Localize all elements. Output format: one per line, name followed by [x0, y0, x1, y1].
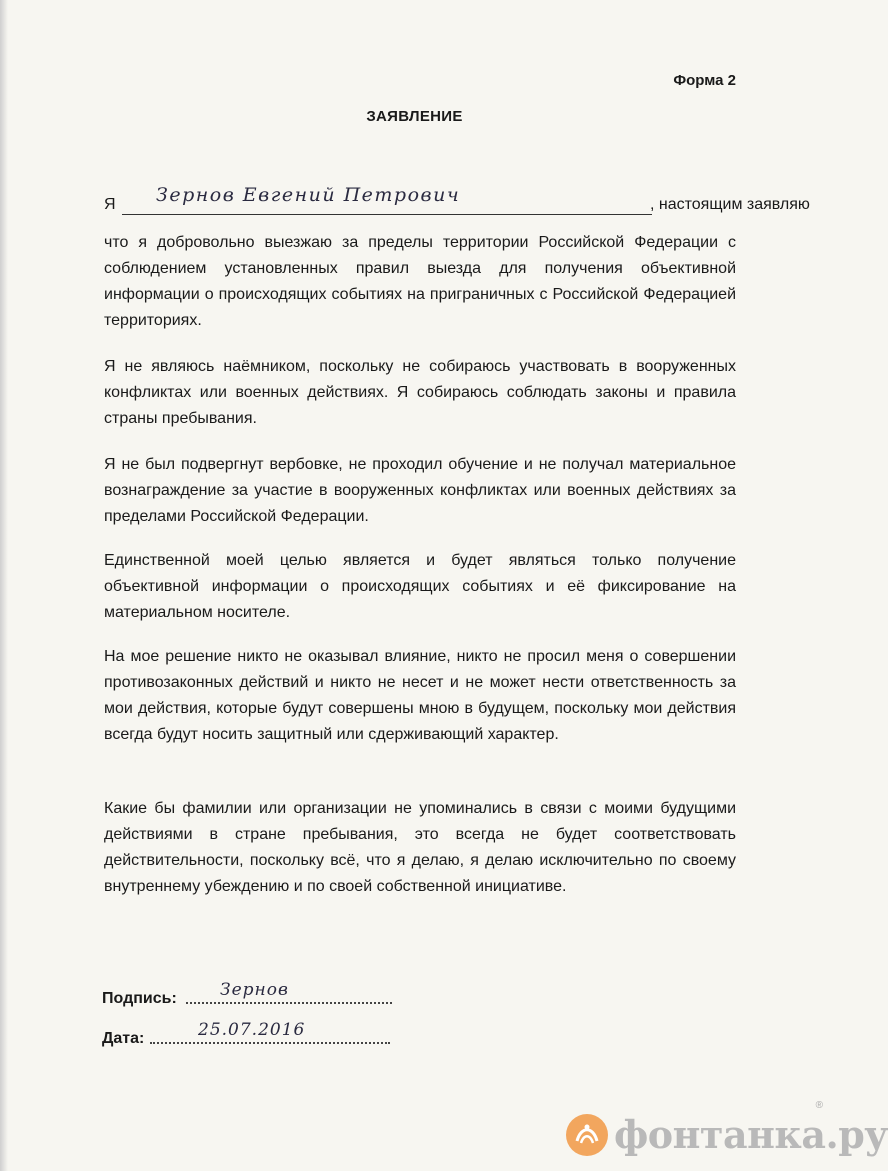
paragraph-3: Я не был подвергнут вербовке, не проходил обучение и не получал материальное вознаграждение за участие в вооруженных конфликтах или военных действиях за пределами Российской Федерации.: [104, 456, 736, 525]
signature-row: [102, 982, 402, 1012]
paragraph-4: Единственной моей целью является и будет являться только получение объективной информации о происходящих событиях и её фиксирование на материальном носителе.: [104, 552, 736, 621]
handwritten-date: 25.07.2016: [198, 1020, 306, 1040]
registered-mark: ®: [815, 1100, 823, 1111]
watermark-text: фонтанка.ру: [614, 1112, 888, 1157]
paragraph-2: Я не являюсь наёмником, поскольку не собираюсь участвовать в вооруженных конфликтах или военных действиях. Я собираюсь соблюдать законы и правила страны пребывания.: [104, 358, 736, 427]
handwritten-name: Зернов Евгений Петрович: [156, 184, 461, 206]
paragraph-6: Какие бы фамилии или организации не упоминались в связи с моими будущими действиями в стране пребывания, это всегда не будет соответствовать действительности, поскольку всё, что я делаю, я делаю исключительно по своему внутреннему убеждению и по своей собственной инициативе.: [104, 800, 736, 895]
date-label: Дата:: [102, 1030, 145, 1047]
signature-dotted-line: [186, 1002, 392, 1004]
intro-suffix: , настоящим заявляю: [650, 196, 810, 213]
date-dotted-line: [150, 1042, 390, 1044]
handwritten-signature: Зернов: [220, 980, 289, 1000]
name-underline: [122, 214, 652, 215]
intro-line: [104, 184, 810, 224]
document-title: ЗАЯВЛЕНИЕ: [366, 108, 463, 125]
date-row: [102, 1022, 402, 1052]
fontanka-logo-icon: [566, 1114, 608, 1156]
intro-prefix: Я: [104, 196, 116, 213]
form-number-label: Форма 2: [673, 72, 736, 89]
signature-label: Подпись:: [102, 990, 177, 1007]
scan-edge-shadow: [0, 0, 8, 1171]
paragraph-1: что я добровольно выезжаю за пределы территории Российской Федерации с соблюдением установленных правил выезда для получения объективной информации о происходящих событиях на приграничных с Российской Федерацией территориях.: [104, 234, 736, 329]
paragraph-5: На мое решение никто не оказывал влияние, никто не просил меня о совершении противозаконных действий и никто не несет и не может нести ответственность за мои действия, которые будут совершены мною в будущем, поскольку мои действия всегда будут носить защитный или сдерживающий характер.: [104, 648, 736, 743]
